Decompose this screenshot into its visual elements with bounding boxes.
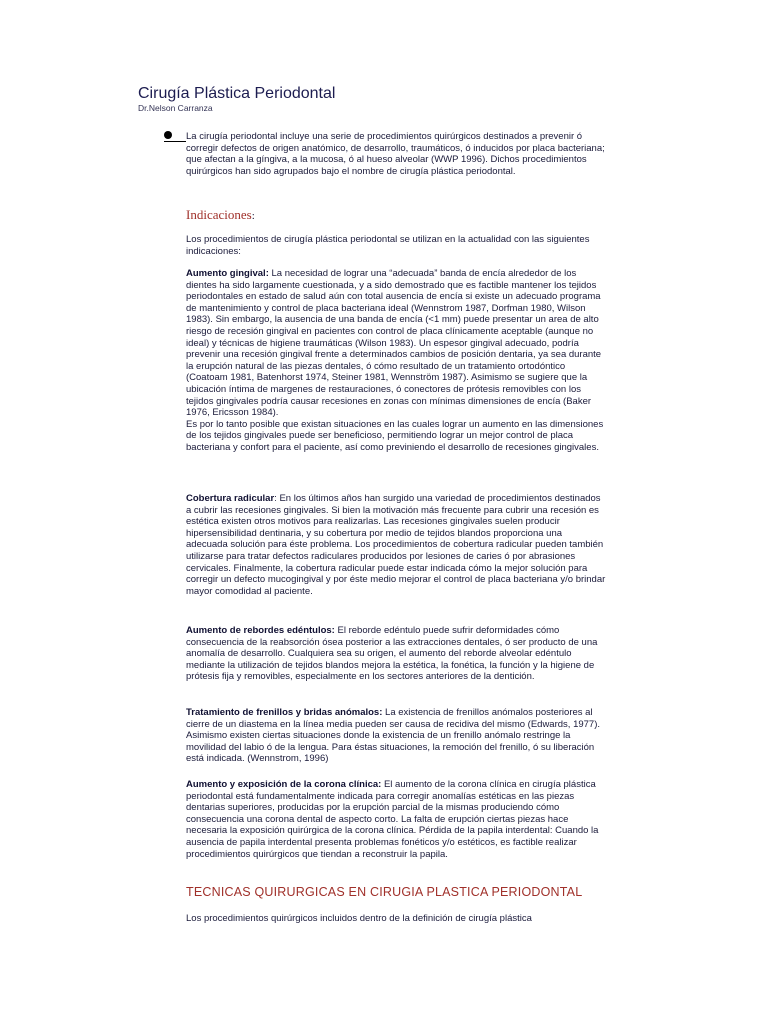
- indication-text: La existencia de frenillos anómalos posteriores al cierre de un diastema en la línea media pueden ser causa de recidiva del mismo (Edwards, 1977). Asimismo existen ciertas situaciones donde la existencia de un frenillo anómalo restringe la movilidad del labio ó de la lengua. Para éstas situaciones, la remoción del frenillo, ó su liberación está indicada. (Wennstrom, 1996): [186, 707, 601, 765]
- indication-item: [186, 268, 606, 454]
- tecnicas-lead: Los procedimientos quirúrgicos incluidos dentro de la definición de cirugía plástica: [186, 913, 532, 924]
- indication-item: [186, 707, 606, 765]
- indication-term: Cobertura radicular: [186, 493, 275, 504]
- indication-term: Aumento de rebordes edéntulos:: [186, 625, 335, 636]
- indication-term: Aumento gingival:: [186, 268, 269, 279]
- indication-item: [186, 493, 606, 597]
- indication-text: La necesidad de lograr una “adecuada” banda de encía alrededor de los dientes ha sido largamente cuestionada, y a sido demostrado que es factible mantener los tejidos periodontales en estado de salud aún con total ausencia de encía si existe un adecuado programa de mantenimiento y control de placa bacteriana ideal (Wennstrom 1987, Dorfman 1980, Wilson 1983). Sin embargo, la ausencia de una banda de encía (<1 mm) puede presentar un area de alto riesgo de recesión gingival en pacientes con control de placa clínicamente aceptable (aunque no ideal) y técnicas de higiene traumáticas (Wilson 1983). Un espesor gingival adecuado, podría prevenir una recesión gingival frente a determinados cambios de posición dentaria, ya sea durante la erupción natural de las piezas dentales, ó cómo resultado de un tratamiento ortodóntico (Coatoam 1981, Batenhorst 1974, Steiner 1981, Wennström 1987). Asimismo se sugiere que la ubicación íntima de margenes de restauraciones, ó conectores de prótesis removibles con los tejidos gingivales podría causar recesiones en zonas con mínimas dimensiones de encía (Baker 1976, Ericsson 1984).: [186, 268, 602, 419]
- intro-paragraph: La cirugía periodontal incluye una serie de procedimientos quirúrgicos destinados a prevenir ó corregir defectos de origen anatómico, de desarrollo, traumáticos, ó inducidos por placa bacteriana; que afectan a la gíngiva, a la mucosa, ó al hueso alveolar (WWP 1996). Dichos procedimientos quirúrgicos han sido agrupados bajo el nombre de cirugía plástica periodontal.: [186, 131, 605, 177]
- page-title: Cirugía Plástica Periodontal: [138, 85, 336, 102]
- section-heading-indicaciones: [186, 207, 606, 223]
- indication-text: El aumento de la corona clínica en cirugía plástica periodontal está fundamentalmente indicada para corregir anomalías estéticas en las piezas dentarias superiores, producidas por la erupción parcial de la mismas produciendo cómo consecuencia una corona dental de aspecto corto. La falta de erupción ciertas piezas hace necesaria la exposición quirúrgica de la corona clínica. Pérdida de la papila interdental: Cuando la ausencia de papila interdental presenta problemas fonéticos y/o estéticos, es factible realizar procedimientos quirúrgicos que tiendan a reconstruir la papila.: [186, 779, 599, 860]
- indication-term: Aumento y exposición de la corona clínica:: [186, 779, 382, 790]
- heading-colon: :: [251, 210, 255, 222]
- indication-item: [186, 779, 606, 860]
- indication-item: [186, 625, 606, 683]
- section-heading-tecnicas: TECNICAS QUIRURGICAS EN CIRUGIA PLASTICA PERIODONTAL: [186, 885, 583, 899]
- indication-extra: Es por lo tanto posible que existan situaciones en las cuales lograr un aumento en las dimensiones de los tejidos gingivales puede ser beneficioso, permitiendo lograr un mejor control de placa bacteriana y confort para el paciente, así como previniendo el desarrollo de recesiones gingivales.: [186, 418, 604, 453]
- author-name: Dr.Nelson Carranza: [138, 103, 213, 113]
- indication-text: : En los últimos años han surgido una variedad de procedimientos destinados a cubrir las recesiones gingivales. Si bien la motivación más frecuente para cubrir una recesión es estética existen otros motivos para realizarlas. Las recesiones gingivales suelen producir hipersensibilidad dentinaria, y su cobertura por medio de tejidos blandos proporciona una adecuada solución para éste problema. Los procedimientos de cobertura radicular pueden también utilizarse para tratar defectos radiculares producidos por lesiones de caries ó por abrasiones cervicales. Finalmente, la cobertura radicular puede estar indicada cómo la mejor solución para corregir un defecto mucogingival y por éste medio mejorar el control de placa bacteriana y/o brindar mayor comodidad al paciente.: [186, 493, 606, 597]
- indicaciones-lead: Los procedimientos de cirugía plástica periodontal se utilizan en la actualidad con las siguientes indicaciones:: [186, 234, 590, 257]
- bullet-icon: [164, 131, 186, 143]
- indication-text: El reborde edéntulo puede sufrir deformidades cómo consecuencia de la reabsorción ósea posterior a las extracciones dentales, ó ser producto de una anomalía de desarrollo. Cualquiera sea su origen, el aumento del reborde alveolar edéntulo mediante la utilización de tejidos blandos mejora la estética, la fonética, la función y la higiene de prótesis fija y removibles, especialmente en los sectores anteriores de la dentición.: [186, 625, 598, 683]
- indication-term: Tratamiento de frenillos y bridas anómalos:: [186, 707, 383, 718]
- indicaciones-heading-text: Indicaciones: [186, 207, 252, 222]
